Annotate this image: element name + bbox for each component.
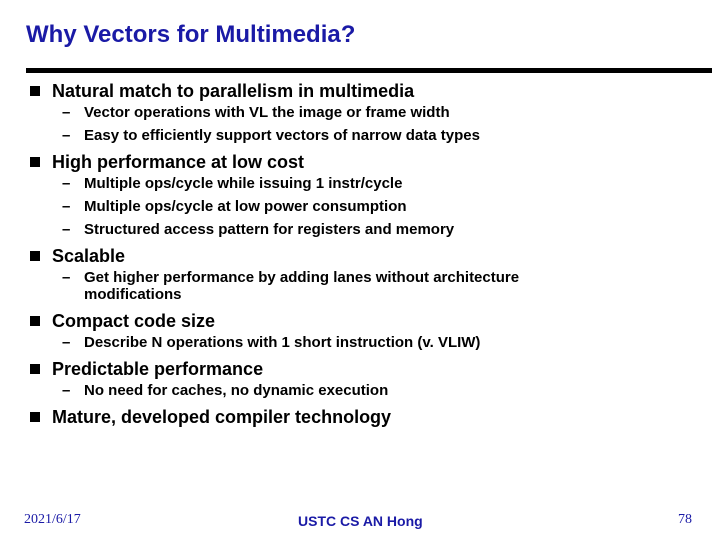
bullet-text: Compact code size bbox=[52, 311, 216, 331]
bullet-text: Scalable bbox=[52, 246, 126, 266]
bullet-item bbox=[30, 357, 710, 381]
square-bullet-icon bbox=[30, 86, 40, 96]
dash-icon: – bbox=[62, 221, 71, 238]
sub-bullet-item bbox=[62, 104, 710, 121]
square-bullet-icon bbox=[30, 316, 40, 326]
page-number: 78 bbox=[678, 512, 692, 527]
sub-bullet-item bbox=[62, 382, 710, 399]
sub-bullet-item bbox=[62, 269, 604, 303]
dash-icon: – bbox=[62, 382, 71, 399]
sub-bullet-text: Structured access pattern for registers and memory bbox=[84, 221, 455, 238]
slide-content bbox=[30, 75, 710, 429]
sub-bullet-item bbox=[62, 198, 710, 215]
sub-bullet-text: Multiple ops/cycle while issuing 1 instr/cycle bbox=[84, 175, 403, 192]
footer-author: USTC CS AN Hong bbox=[298, 513, 423, 529]
title-divider bbox=[26, 68, 712, 73]
sub-bullet-text: Describe N operations with 1 short instruction (v. VLIW) bbox=[84, 334, 481, 351]
bullet-item bbox=[30, 79, 710, 103]
dash-icon: – bbox=[62, 104, 71, 121]
sub-bullet-list bbox=[30, 104, 710, 144]
bullet-item bbox=[30, 309, 710, 333]
bullet-item bbox=[30, 405, 710, 429]
square-bullet-icon bbox=[30, 364, 40, 374]
dash-icon: – bbox=[62, 127, 71, 144]
sub-bullet-item bbox=[62, 175, 710, 192]
sub-bullet-list bbox=[30, 269, 710, 303]
sub-bullet-text: Get higher performance by adding lanes without architecture modifications bbox=[84, 269, 520, 303]
dash-icon: – bbox=[62, 334, 71, 351]
dash-icon: – bbox=[62, 198, 71, 215]
sub-bullet-text: Easy to efficiently support vectors of narrow data types bbox=[84, 127, 480, 144]
sub-bullet-text: No need for caches, no dynamic execution bbox=[84, 382, 389, 399]
slide-title: Why Vectors for Multimedia? bbox=[26, 21, 356, 48]
sub-bullet-text: Multiple ops/cycle at low power consumption bbox=[84, 198, 407, 215]
square-bullet-icon bbox=[30, 157, 40, 167]
dash-icon: – bbox=[62, 269, 71, 286]
footer-date: 2021/6/17 bbox=[24, 512, 81, 527]
square-bullet-icon bbox=[30, 412, 40, 422]
sub-bullet-list bbox=[30, 175, 710, 238]
sub-bullet-item bbox=[62, 127, 710, 144]
sub-bullet-item bbox=[62, 221, 710, 238]
sub-bullet-text: Vector operations with VL the image or frame width bbox=[84, 104, 450, 121]
square-bullet-icon bbox=[30, 251, 40, 261]
bullet-text: Mature, developed compiler technology bbox=[52, 407, 392, 427]
sub-bullet-list bbox=[30, 334, 710, 351]
sub-bullet-item bbox=[62, 334, 710, 351]
sub-bullet-list bbox=[30, 382, 710, 399]
bullet-item bbox=[30, 150, 710, 174]
bullet-text: High performance at low cost bbox=[52, 152, 305, 172]
bullet-item bbox=[30, 244, 710, 268]
bullet-text: Predictable performance bbox=[52, 359, 264, 379]
bullet-text: Natural match to parallelism in multimedia bbox=[52, 81, 415, 101]
dash-icon: – bbox=[62, 175, 71, 192]
